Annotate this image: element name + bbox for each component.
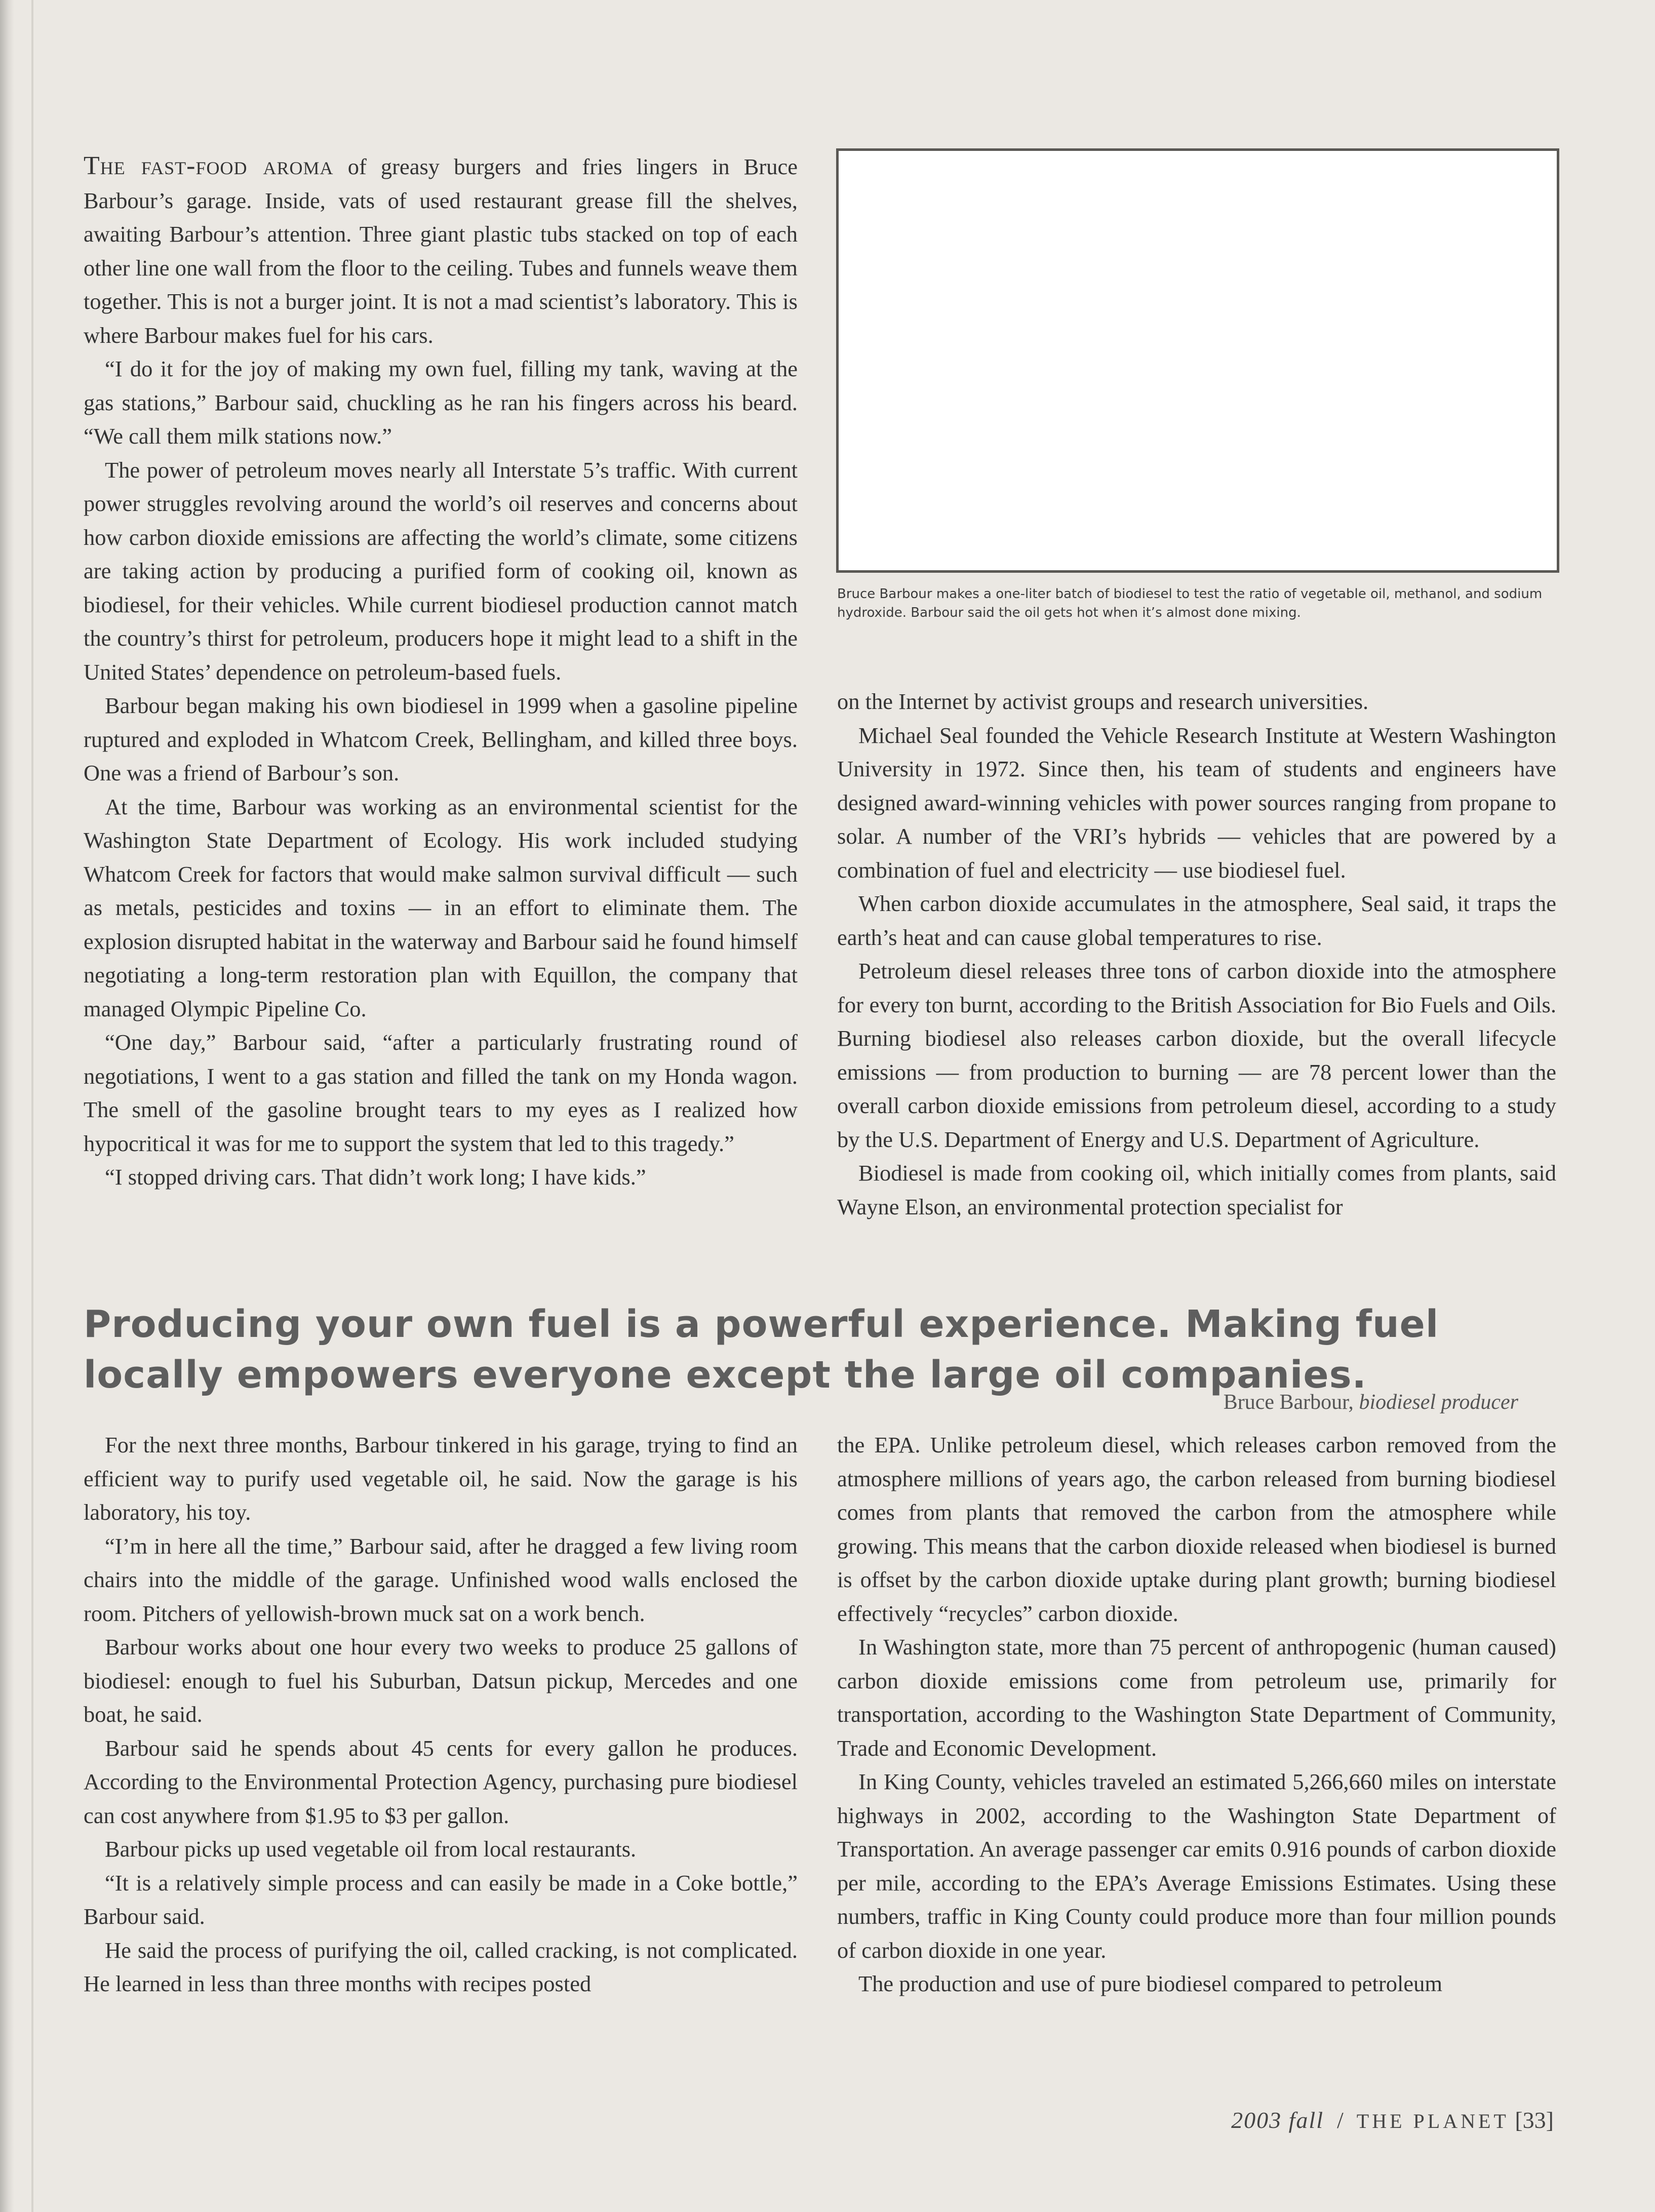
- photo-caption: Bruce Barbour makes a one-liter batch of biodiesel to test the ratio of vegetable oil, methanol, and sodium hydroxide. Barbour said the oil gets hot when it’s almost done mixing.: [837, 586, 1543, 620]
- article-paragraph: At the time, Barbour was working as an environmental scientist for the Washington State Department of Ecology. His work included studying Whatcom Creek for factors that would make salmon survival difficult — such as metals, pesticides and toxins — in an effort to eliminate them. The explosion disrupted habitat in the waterway and Barbour said he found himself negotiating a long-term restoration plan with Equillon, the company that managed Olympic Pipeline Co.: [84, 794, 798, 1021]
- article-paragraph: Barbour picks up used vegetable oil from local restaurants.: [105, 1836, 637, 1862]
- article-paragraph: For the next three months, Barbour tinkered in his garage, trying to find an efficient way to purify used vegetable oil, he said. Now the garage is his laboratory, his toy.: [84, 1432, 798, 1525]
- article-paragraph: Barbour works about one hour every two weeks to produce 25 gallons of biodiesel: enough to fuel his Suburban, Datsun pickup, Mercedes and one boat, he said.: [84, 1634, 798, 1727]
- article-paragraph: the EPA. Unlike petroleum diesel, which releases carbon removed from the atmosphere millions of years ago, the carbon released from burning biodiesel comes from plants that removed the carbon from the atmosphere while growing. This means that the carbon dioxide released when biodiesel is burned is offset by the carbon dioxide uptake during plant growth; burning biodiesel effectively “recycles” carbon dioxide.: [837, 1432, 1556, 1626]
- article-column-top-left: [84, 149, 798, 1194]
- article-paragraph: When carbon dioxide accumulates in the atmosphere, Seal said, it traps the earth’s heat and can cause global temperatures to rise.: [837, 891, 1556, 950]
- article-paragraph: “One day,” Barbour said, “after a particularly frustrating round of negotiations, I went to a gas station and filled the tank on my Honda wagon. The smell of the gasoline brought tears to my eyes as I realized how hypocritical it was for me to support the system that led to this tragedy.”: [84, 1030, 798, 1156]
- page-binding-line: [31, 0, 33, 2212]
- article-paragraph: on the Internet by activist groups and research universities.: [837, 689, 1369, 714]
- article-paragraph: The power of petroleum moves nearly all Interstate 5’s traffic. With current power struggles revolving around the world’s oil reserves and concerns about how carbon dioxide emissions are affecting the world’s climate, some citizens are taking action by producing a purified form of cooking oil, known as biodiesel, for their vehicles. While current biodiesel production cannot match the country’s thirst for petroleum, producers hope it might lead to a shift in the United States’ dependence on petroleum-based fuels.: [84, 457, 798, 685]
- article-column-top-right: [837, 685, 1556, 1223]
- article-paragraph: [84, 149, 798, 352]
- pull-quote-attribution: [1224, 1390, 1518, 1414]
- article-paragraph: Barbour said he spends about 45 cents for every gallon he produces. According to the Environmental Protection Agency, purchasing pure biodiesel can cost anywhere from $1.95 to $3 per gallon.: [84, 1735, 798, 1828]
- article-paragraph: The production and use of pure biodiesel compared to petroleum: [858, 1971, 1442, 1996]
- pull-quote: Producing your own fuel is a powerful experience. Making fuel locally empowers everyone except the large oil companies.: [84, 1302, 1439, 1397]
- article-paragraph: Barbour began making his own biodiesel in 1999 when a gasoline pipeline ruptured and exploded in Whatcom Creek, Bellingham, and killed three boys. One was a friend of Barbour’s son.: [84, 693, 798, 785]
- page-footer: [1231, 2107, 1554, 2134]
- page-binding-shadow: [0, 0, 14, 2212]
- lead-in: The fast-food aroma: [84, 151, 334, 180]
- page-number: [33]: [1515, 2107, 1554, 2133]
- magazine-name: THE PLANET: [1356, 2110, 1509, 2132]
- attribution-name: Bruce Barbour,: [1223, 1391, 1354, 1414]
- article-paragraph: In Washington state, more than 75 percent of anthropogenic (human caused) carbon dioxide emissions come from petroleum use, primarily for transportation, according to the Washington State Department of Community, Trade and Economic Development.: [837, 1634, 1556, 1761]
- article-paragraph: “It is a relatively simple process and can easily be made in a Coke bottle,” Barbour said.: [84, 1870, 798, 1929]
- issue-season: 2003 fall: [1231, 2107, 1324, 2133]
- article-column-bottom-right: [837, 1428, 1556, 2001]
- footer-separator: /: [1337, 2107, 1344, 2133]
- photo-placeholder: [836, 148, 1559, 573]
- article-paragraph: “I’m in here all the time,” Barbour said, after he dragged a few living room chairs into the middle of the garage. Unfinished wood walls enclosed the room. Pitchers of yellowish-brown muck sat on a work bench.: [84, 1533, 798, 1626]
- paragraph-text: of greasy burgers and fries lingers in Bruce Barbour’s garage. Inside, vats of used restaurant grease fill the shelves, awaiting Barbour’s attention. Three giant plastic tubs stacked on top of each other line one wall from the floor to the ceiling. Tubes and funnels weave them together. This is not a burger joint. It is not a mad scientist’s laboratory. This is where Barbour makes fuel for his cars.: [84, 154, 798, 348]
- article-column-bottom-left: [84, 1428, 798, 2001]
- article-paragraph: Biodiesel is made from cooking oil, which initially comes from plants, said Wayne Elson, an environmental protection specialist for: [837, 1160, 1556, 1219]
- article-paragraph: “I do it for the joy of making my own fuel, filling my tank, waving at the gas stations,” Barbour said, chuckling as he ran his fingers across his beard. “We call them milk stations now.”: [84, 356, 798, 449]
- article-paragraph: Michael Seal founded the Vehicle Research Institute at Western Washington University in 1972. Since then, his team of students and engineers have designed award-winning vehicles with power sources ranging from propane to solar. A number of the VRI’s hybrids — vehicles that are powered by a combination of fuel and electricity — use biodiesel fuel.: [837, 722, 1556, 883]
- article-paragraph: “I stopped driving cars. That didn’t work long; I have kids.”: [105, 1164, 646, 1190]
- attribution-role: biodiesel producer: [1359, 1391, 1518, 1414]
- article-paragraph: Petroleum diesel releases three tons of carbon dioxide into the atmosphere for every ton burnt, according to the British Association for Bio Fuels and Oils. Burning biodiesel also releases carbon dioxide, but the overall lifecycle emissions — from production to burning — are 78 percent lower than the overall carbon dioxide emissions from petroleum diesel, according to a study by the U.S. Department of Energy and U.S. Department of Agriculture.: [837, 958, 1556, 1152]
- article-paragraph: He said the process of purifying the oil, called cracking, is not complicated. He learned in less than three months with recipes posted: [84, 1937, 798, 1996]
- article-paragraph: In King County, vehicles traveled an estimated 5,266,660 miles on interstate highways in 2002, according to the Washington State Department of Transportation. An average passenger car emits 0.916 pounds of carbon dioxide per mile, according to the EPA’s Average Emissions Estimates. Using these numbers, traffic in King County could produce more than four million pounds of carbon dioxide in one year.: [837, 1769, 1556, 1963]
